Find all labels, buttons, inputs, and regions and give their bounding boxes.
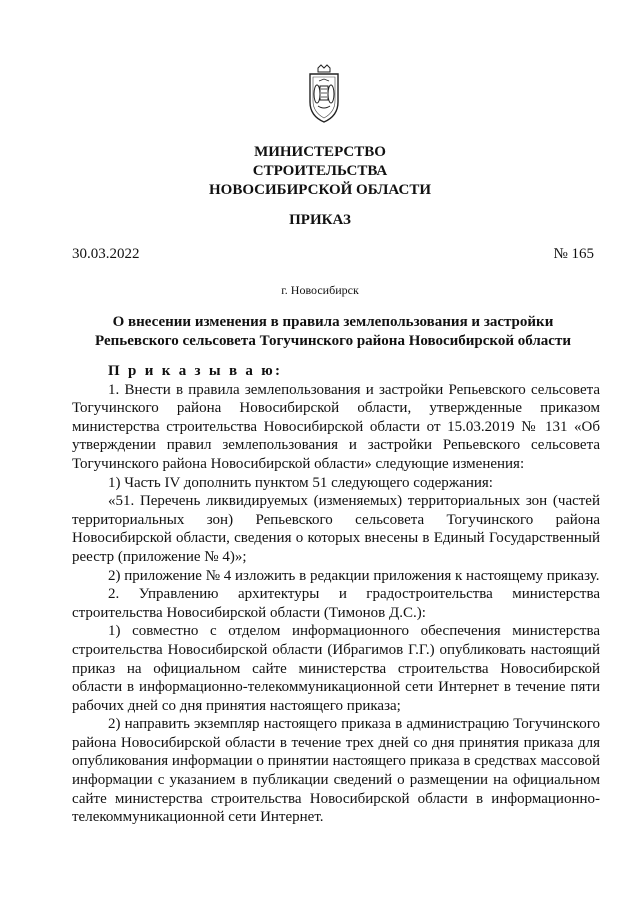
ministry-line-3: НОВОСИБИРСКОЙ ОБЛАСТИ (208, 182, 432, 198)
document-body (72, 362, 600, 827)
coat-of-arms-emblem (304, 64, 344, 124)
body-paragraph-5: 2. Управлению архитектуры и градостроительства министерства строительства Новосибирской области (Тимонов Д.С.): (72, 586, 600, 621)
body-paragraph-2: 1) Часть IV дополнить пунктом 51 следующего содержания: (108, 474, 493, 491)
document-heading: О внесении изменения в правила землепользования и застройки Репьевского сельсовета Тогучинского района Новосибирской области (95, 314, 571, 349)
document-date: 30.03.2022 (72, 246, 140, 262)
document-type: ПРИКАЗ (289, 212, 351, 228)
body-paragraph-3: «51. Перечень ликвидируемых (изменяемых) территориальных зон (частей территориальных зон) Репьевского сельсовета Тогучинского района Новосибирской области, сведения о которых внесены в Единый Государственный реестр (приложение № 4)»; (72, 493, 600, 565)
body-paragraph-4: 2) приложение № 4 изложить в редакции приложения к настоящему приказу. (108, 567, 600, 584)
document-number: № 165 (553, 246, 594, 262)
body-paragraph-6: 1) совместно с отделом информационного обеспечения министерства строительства Новосибирской области (Ибрагимов Г.Г.) опубликовать настоящий приказ на официальном сайте министерства строительства Новосибирской области в информационно-телекоммуникационной сети Интернет в течение пяти рабочих дней со дня принятия настоящего приказа; (72, 623, 600, 714)
ministry-line-1: МИНИСТЕРСТВО (254, 144, 386, 160)
ministry-line-2: СТРОИТЕЛЬСТВА (252, 163, 388, 179)
order-word: П р и к а з ы в а ю: (108, 363, 283, 379)
document-city: г. Новосибирск (281, 283, 359, 297)
ministry-name (0, 143, 640, 200)
body-paragraph-1: 1. Внести в правила землепользования и застройки Репьевского сельсовета Тогучинского района Новосибирской области, утвержденные приказом министерства строительства Новосибирской области от 15.03.2019 № 131 «Об утверждении правил землепользования и застройки Репьевского сельсовета Тогучинского района Новосибирской области» следующие изменения: (72, 381, 600, 472)
body-paragraph-7: 2) направить экземпляр настоящего приказа в администрацию Тогучинского района Новосибирской области в течение трех дней со дня принятия приказа для опубликования информации о принятии настоящего приказа в средствах массовой информации с указанием в публикации сведений о размещении на официальном сайте министерства строительства Новосибирской области в информационно-телекоммуникационной сети Интернет. (72, 716, 600, 826)
